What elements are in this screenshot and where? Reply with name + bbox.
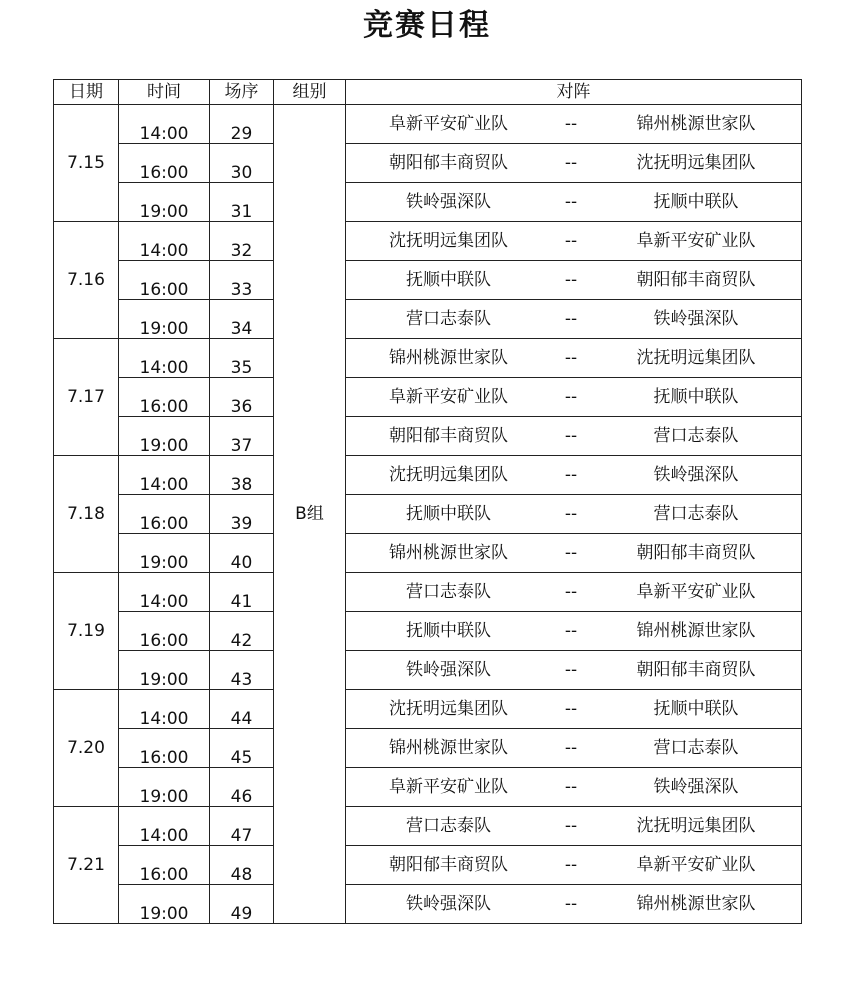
versus-separator: --	[564, 309, 578, 329]
date-cell: 7.20	[54, 690, 119, 807]
table-row	[54, 105, 802, 144]
match-number-cell: 34	[210, 300, 274, 339]
match-number-cell: 47	[210, 807, 274, 846]
away-team: 沈抚明远集团队	[636, 816, 756, 836]
header-match: 对阵	[346, 80, 802, 105]
match-number-cell: 48	[210, 846, 274, 885]
versus-separator: --	[564, 426, 578, 446]
match-cell	[346, 534, 802, 573]
versus-separator: --	[564, 348, 578, 368]
away-team: 阜新平安矿业队	[636, 231, 756, 251]
header-row	[54, 80, 802, 105]
match-cell	[346, 885, 802, 924]
away-team: 抚顺中联队	[653, 387, 739, 407]
match-cell	[346, 339, 802, 378]
table-row	[54, 456, 802, 495]
versus-separator: --	[564, 816, 578, 836]
home-team: 沈抚明远集团队	[389, 231, 508, 251]
match-cell	[346, 378, 802, 417]
match-number-cell: 37	[210, 417, 274, 456]
group-cell: B组	[274, 105, 346, 924]
versus-separator: --	[564, 894, 578, 914]
match-cell	[346, 612, 802, 651]
match-cell	[346, 183, 802, 222]
home-team: 铁岭强深队	[406, 660, 491, 680]
time-cell: 16:00	[119, 846, 210, 885]
table-row	[54, 417, 802, 456]
match-cell	[346, 144, 802, 183]
home-team: 抚顺中联队	[406, 621, 491, 641]
home-team: 营口志泰队	[406, 582, 491, 602]
table-row	[54, 807, 802, 846]
match-cell	[346, 690, 802, 729]
home-team: 铁岭强深队	[406, 894, 491, 914]
table-row	[54, 573, 802, 612]
table-row	[54, 222, 802, 261]
date-cell: 7.16	[54, 222, 119, 339]
match-number-cell: 30	[210, 144, 274, 183]
header-seq: 场序	[210, 80, 274, 105]
versus-separator: --	[564, 465, 578, 485]
time-cell: 16:00	[119, 495, 210, 534]
match-number-cell: 36	[210, 378, 274, 417]
date-cell: 7.19	[54, 573, 119, 690]
versus-separator: --	[564, 387, 578, 407]
versus-separator: --	[564, 582, 578, 602]
match-number-cell: 43	[210, 651, 274, 690]
table-row	[54, 378, 802, 417]
header-date: 日期	[54, 80, 119, 105]
time-cell: 16:00	[119, 261, 210, 300]
away-team: 铁岭强深队	[653, 465, 739, 485]
match-cell	[346, 807, 802, 846]
versus-separator: --	[564, 504, 578, 524]
home-team: 锦州桃源世家队	[389, 543, 508, 563]
versus-separator: --	[564, 270, 578, 290]
match-number-cell: 40	[210, 534, 274, 573]
time-cell: 19:00	[119, 885, 210, 924]
versus-separator: --	[564, 543, 578, 563]
match-number-cell: 29	[210, 105, 274, 144]
match-number-cell: 38	[210, 456, 274, 495]
header-group: 组别	[274, 80, 346, 105]
match-cell	[346, 495, 802, 534]
date-cell: 7.18	[54, 456, 119, 573]
time-cell: 14:00	[119, 573, 210, 612]
versus-separator: --	[564, 192, 578, 212]
time-cell: 19:00	[119, 651, 210, 690]
match-number-cell: 32	[210, 222, 274, 261]
table-row	[54, 651, 802, 690]
away-team: 朝阳郁丰商贸队	[636, 543, 756, 563]
time-cell: 14:00	[119, 807, 210, 846]
away-team: 营口志泰队	[653, 504, 739, 524]
date-cell: 7.17	[54, 339, 119, 456]
table-row	[54, 183, 802, 222]
home-team: 阜新平安矿业队	[389, 387, 508, 407]
away-team: 锦州桃源世家队	[636, 894, 756, 914]
away-team: 阜新平安矿业队	[636, 582, 756, 602]
match-cell	[346, 768, 802, 807]
home-team: 营口志泰队	[406, 816, 491, 836]
time-cell: 14:00	[119, 456, 210, 495]
home-team: 阜新平安矿业队	[389, 114, 508, 134]
match-cell	[346, 261, 802, 300]
match-number-cell: 41	[210, 573, 274, 612]
away-team: 沈抚明远集团队	[636, 348, 756, 368]
table-row	[54, 144, 802, 183]
versus-separator: --	[564, 114, 578, 134]
table-row	[54, 768, 802, 807]
match-cell	[346, 846, 802, 885]
table-row	[54, 495, 802, 534]
home-team: 沈抚明远集团队	[389, 699, 508, 719]
match-number-cell: 31	[210, 183, 274, 222]
versus-separator: --	[564, 699, 578, 719]
match-cell	[346, 651, 802, 690]
away-team: 抚顺中联队	[653, 192, 739, 212]
home-team: 抚顺中联队	[406, 270, 491, 290]
time-cell: 16:00	[119, 612, 210, 651]
match-cell	[346, 222, 802, 261]
table-row	[54, 300, 802, 339]
schedule-body	[54, 105, 802, 924]
time-cell: 14:00	[119, 105, 210, 144]
match-cell	[346, 573, 802, 612]
time-cell: 19:00	[119, 768, 210, 807]
match-cell	[346, 417, 802, 456]
home-team: 铁岭强深队	[406, 192, 491, 212]
table-row	[54, 690, 802, 729]
table-row	[54, 534, 802, 573]
match-number-cell: 33	[210, 261, 274, 300]
away-team: 沈抚明远集团队	[636, 153, 756, 173]
match-number-cell: 46	[210, 768, 274, 807]
away-team: 抚顺中联队	[653, 699, 739, 719]
match-number-cell: 39	[210, 495, 274, 534]
match-cell	[346, 456, 802, 495]
schedule-table	[53, 79, 802, 924]
match-cell	[346, 105, 802, 144]
table-row	[54, 846, 802, 885]
time-cell: 16:00	[119, 378, 210, 417]
home-team: 阜新平安矿业队	[389, 777, 508, 797]
home-team: 抚顺中联队	[406, 504, 491, 524]
away-team: 锦州桃源世家队	[636, 114, 756, 134]
time-cell: 14:00	[119, 690, 210, 729]
home-team: 朝阳郁丰商贸队	[389, 426, 508, 446]
away-team: 营口志泰队	[653, 426, 739, 446]
time-cell: 19:00	[119, 417, 210, 456]
home-team: 朝阳郁丰商贸队	[389, 153, 508, 173]
time-cell: 14:00	[119, 339, 210, 378]
away-team: 阜新平安矿业队	[636, 855, 756, 875]
home-team: 沈抚明远集团队	[389, 465, 508, 485]
away-team: 锦州桃源世家队	[636, 621, 756, 641]
date-cell: 7.15	[54, 105, 119, 222]
versus-separator: --	[564, 738, 578, 758]
match-number-cell: 35	[210, 339, 274, 378]
away-team: 铁岭强深队	[653, 777, 739, 797]
match-number-cell: 45	[210, 729, 274, 768]
header-time: 时间	[119, 80, 210, 105]
away-team: 朝阳郁丰商贸队	[636, 270, 756, 290]
page-title: 竞赛日程	[363, 8, 491, 43]
table-row	[54, 885, 802, 924]
match-number-cell: 44	[210, 690, 274, 729]
table-row	[54, 612, 802, 651]
versus-separator: --	[564, 621, 578, 641]
away-team: 朝阳郁丰商贸队	[636, 660, 756, 680]
table-row	[54, 339, 802, 378]
match-cell	[346, 729, 802, 768]
away-team: 铁岭强深队	[653, 309, 739, 329]
match-number-cell: 49	[210, 885, 274, 924]
versus-separator: --	[564, 153, 578, 173]
home-team: 锦州桃源世家队	[389, 738, 508, 758]
time-cell: 19:00	[119, 534, 210, 573]
versus-separator: --	[564, 660, 578, 680]
time-cell: 14:00	[119, 222, 210, 261]
versus-separator: --	[564, 855, 578, 875]
match-cell	[346, 300, 802, 339]
match-number-cell: 42	[210, 612, 274, 651]
home-team: 锦州桃源世家队	[389, 348, 508, 368]
home-team: 朝阳郁丰商贸队	[389, 855, 508, 875]
table-row	[54, 261, 802, 300]
time-cell: 19:00	[119, 300, 210, 339]
date-cell: 7.21	[54, 807, 119, 924]
home-team: 营口志泰队	[406, 309, 491, 329]
time-cell: 16:00	[119, 144, 210, 183]
table-row	[54, 729, 802, 768]
time-cell: 16:00	[119, 729, 210, 768]
time-cell: 19:00	[119, 183, 210, 222]
versus-separator: --	[564, 777, 578, 797]
away-team: 营口志泰队	[653, 738, 739, 758]
versus-separator: --	[564, 231, 578, 251]
